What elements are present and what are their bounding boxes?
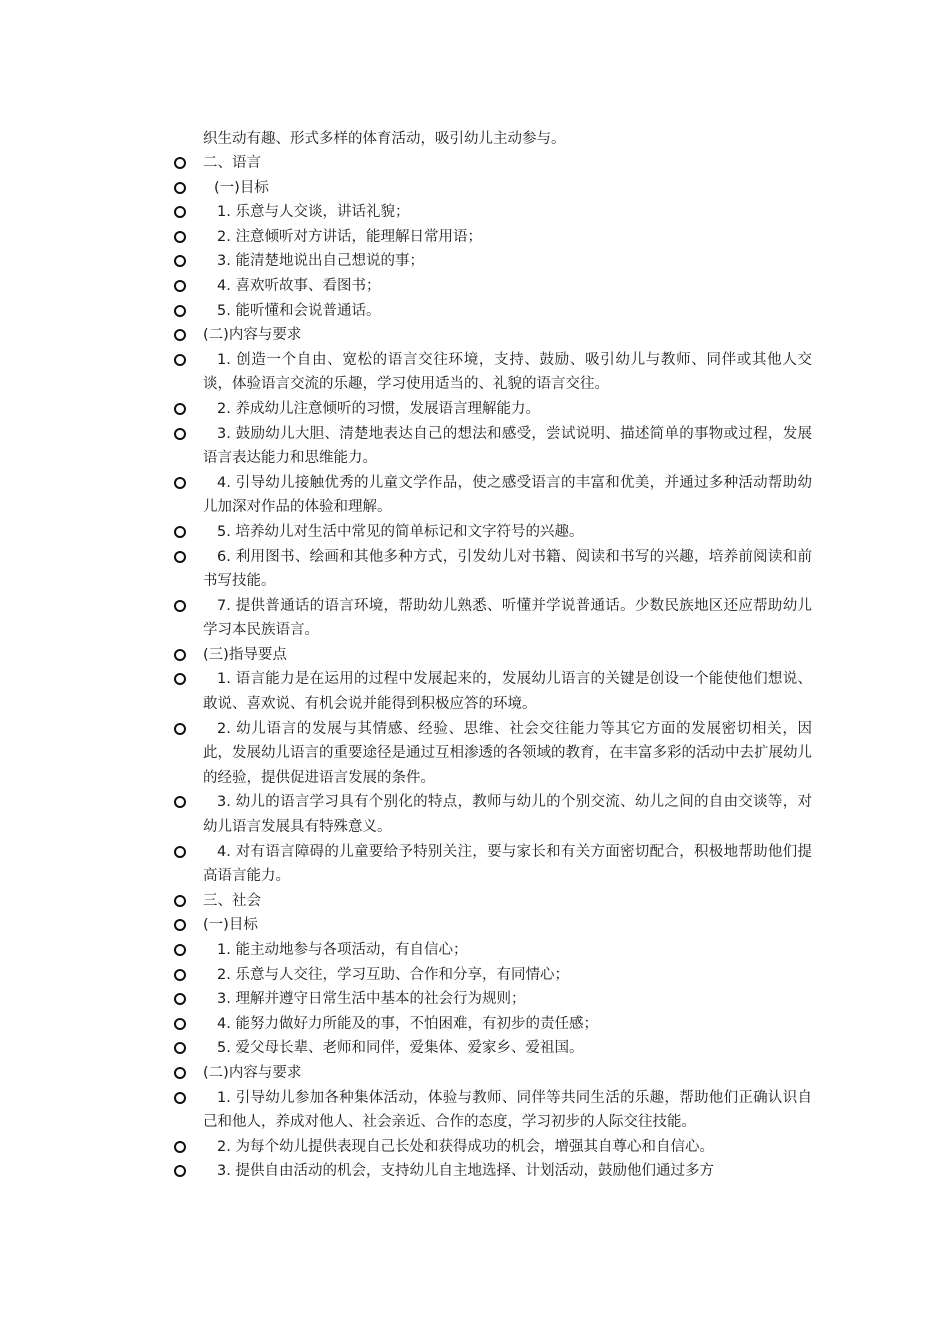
list-item-text: 1. 语言能力是在运用的过程中发展起来的，发展幼儿语言的关键是创设一个能使他们想说、敢说、喜欢说、有机会说并能得到积极应答的环境。 xyxy=(203,671,812,713)
list-item-text: 5. 培养幼儿对生活中常见的简单标记和文字符号的兴趣。 xyxy=(217,523,584,540)
list-item-text: 1. 能主动地参与各项活动，有自信心； xyxy=(217,942,468,958)
list-item-text: 1. 引导幼儿参加各种集体活动，体验与教师、同伴等共同生活的乐趣，帮助他们正确认识自己和他人，养成对他人、社会亲近、合作的态度，学习初步的人际交往技能。 xyxy=(203,1089,812,1131)
list-item-text: 3. 提供自由活动的机会，支持幼儿自主地选择、计划活动，鼓励他们通过多方 xyxy=(217,1163,714,1180)
bullet-circle-icon xyxy=(174,1067,186,1079)
list-item xyxy=(172,667,812,716)
list-item-text: 6. 利用图书、绘画和其他多种方式，引发幼儿对书籍、阅读和书写的兴趣，培养前阅读和前书写技能。 xyxy=(203,548,812,590)
list-item xyxy=(172,594,812,643)
list-item-text: (一)目标 xyxy=(203,917,258,934)
list-item-text: 5. 能听懂和会说普通话。 xyxy=(217,302,381,319)
list-item-text: 3. 能清楚地说出自己想说的事； xyxy=(217,253,424,270)
list-item xyxy=(172,471,812,520)
bullet-circle-icon xyxy=(174,796,186,808)
list-item-text: 1. 创造一个自由、宽松的语言交往环境，支持、鼓励、吸引幼儿与教师、同伴或其他人交谈，体验语言交流的乐趣，学习使用适当的、礼貌的语言交往。 xyxy=(203,351,812,393)
list-item xyxy=(172,249,812,274)
bullet-circle-icon xyxy=(174,600,186,612)
list-item xyxy=(172,938,812,963)
bullet-circle-icon xyxy=(174,182,186,194)
list-item xyxy=(172,1159,812,1184)
list-item xyxy=(172,913,812,938)
list-item-text: 2. 幼儿语言的发展与其情感、经验、思维、社会交往能力等其它方面的发展密切相关，因此，发展幼儿语言的重要途径是通过互相渗透的各领域的教育，在丰富多彩的活动中去扩展幼儿的经验，提供促进语言发展的条件。 xyxy=(203,720,812,786)
bullet-circle-icon xyxy=(174,919,186,931)
list-item-text: (二)内容与要求 xyxy=(203,327,302,344)
list-item xyxy=(172,840,812,889)
list-item-text: 5. 爱父母长辈、老师和同伴，爱集体、爱家乡、爱祖国。 xyxy=(217,1040,584,1057)
bullet-circle-icon xyxy=(174,723,186,735)
bullet-list xyxy=(172,151,812,1184)
list-item xyxy=(172,151,812,176)
bullet-circle-icon xyxy=(174,157,186,169)
bullet-circle-icon xyxy=(174,846,186,858)
bullet-circle-icon xyxy=(174,329,186,341)
bullet-circle-icon xyxy=(174,526,186,538)
list-item xyxy=(172,987,812,1012)
bullet-circle-icon xyxy=(174,255,186,267)
list-item-text: (二)内容与要求 xyxy=(203,1064,302,1081)
list-item-text: 2. 乐意与人交往，学习互助、合作和分享，有同情心； xyxy=(217,966,569,983)
list-item-text: 4. 引导幼儿接触优秀的儿童文学作品，使之感受语言的丰富和优美，并通过多种活动帮助幼儿加深对作品的体验和理解。 xyxy=(203,474,812,516)
list-item xyxy=(172,348,812,397)
bullet-circle-icon xyxy=(174,944,186,956)
list-item xyxy=(172,1061,812,1086)
list-item xyxy=(172,397,812,422)
bullet-circle-icon xyxy=(174,477,186,489)
list-item-text: 3. 鼓励幼儿大胆、清楚地表达自己的想法和感受，尝试说明、描述简单的事物或过程，发展语言表达能力和思维能力。 xyxy=(203,425,812,467)
bullet-circle-icon xyxy=(174,428,186,440)
bullet-circle-icon xyxy=(174,403,186,415)
list-item-text: 3. 幼儿的语言学习具有个别化的特点，教师与幼儿的个别交流、幼儿之间的自由交谈等，对幼儿语言发展具有特殊意义。 xyxy=(203,794,812,836)
list-item xyxy=(172,1012,812,1037)
list-item-text: 2. 养成幼儿注意倾听的习惯，发展语言理解能力。 xyxy=(217,400,540,417)
list-item xyxy=(172,1086,812,1135)
bullet-circle-icon xyxy=(174,969,186,981)
list-item xyxy=(172,1036,812,1061)
lead-paragraph: 织生动有趣、形式多样的体育活动，吸引幼儿主动参与。 xyxy=(203,131,566,147)
list-item-text: (三)指导要点 xyxy=(203,646,287,663)
list-item xyxy=(172,225,812,250)
list-item-text: 3. 理解并遵守日常生活中基本的社会行为规则； xyxy=(217,991,526,1008)
list-item xyxy=(172,299,812,324)
list-item-text: 二、语言 xyxy=(203,155,261,171)
bullet-circle-icon xyxy=(174,206,186,218)
list-item xyxy=(172,323,812,348)
list-item-text: 2. 为每个幼儿提供表现自己长处和获得成功的机会，增强其自尊心和自信心。 xyxy=(217,1138,714,1155)
bullet-circle-icon xyxy=(174,280,186,292)
list-item xyxy=(172,1135,812,1160)
bullet-circle-icon xyxy=(174,305,186,317)
bullet-circle-icon xyxy=(174,895,186,907)
list-item xyxy=(172,643,812,668)
bullet-circle-icon xyxy=(174,551,186,563)
list-item xyxy=(172,545,812,594)
list-item xyxy=(172,889,812,914)
bullet-circle-icon xyxy=(174,1018,186,1030)
bullet-circle-icon xyxy=(174,649,186,661)
list-item-text: 三、社会 xyxy=(203,892,261,909)
bullet-circle-icon xyxy=(174,673,186,685)
bullet-circle-icon xyxy=(174,354,186,366)
list-item-text: 1. 乐意与人交谈，讲话礼貌； xyxy=(217,204,410,221)
bullet-circle-icon xyxy=(174,993,186,1005)
list-item-text: 4. 对有语言障碍的儿童要给予特别关注，要与家长和有关方面密切配合，积极地帮助他们提高语言能力。 xyxy=(203,843,812,885)
list-item-text: 7. 提供普通话的语言环境，帮助幼儿熟悉、听懂并学说普通话。少数民族地区还应帮助幼儿学习本民族语言。 xyxy=(203,597,812,639)
list-item xyxy=(172,520,812,545)
list-item-text: 4. 喜欢听故事、看图书； xyxy=(217,277,381,294)
list-item-text: 2. 注意倾听对方讲话，能理解日常用语； xyxy=(217,228,482,245)
list-item xyxy=(172,422,812,471)
list-item xyxy=(172,274,812,299)
list-item xyxy=(172,790,812,839)
list-item xyxy=(172,963,812,988)
bullet-circle-icon xyxy=(174,1042,186,1054)
bullet-circle-icon xyxy=(174,231,186,243)
bullet-circle-icon xyxy=(174,1092,186,1104)
bullet-circle-icon xyxy=(174,1165,186,1177)
list-item xyxy=(172,717,812,791)
list-item xyxy=(172,176,812,201)
list-item xyxy=(172,200,812,225)
list-item-text: (一)目标 xyxy=(214,179,269,196)
list-item-text: 4. 能努力做好力所能及的事，不怕困难，有初步的责任感； xyxy=(217,1015,598,1032)
bullet-circle-icon xyxy=(174,1141,186,1153)
